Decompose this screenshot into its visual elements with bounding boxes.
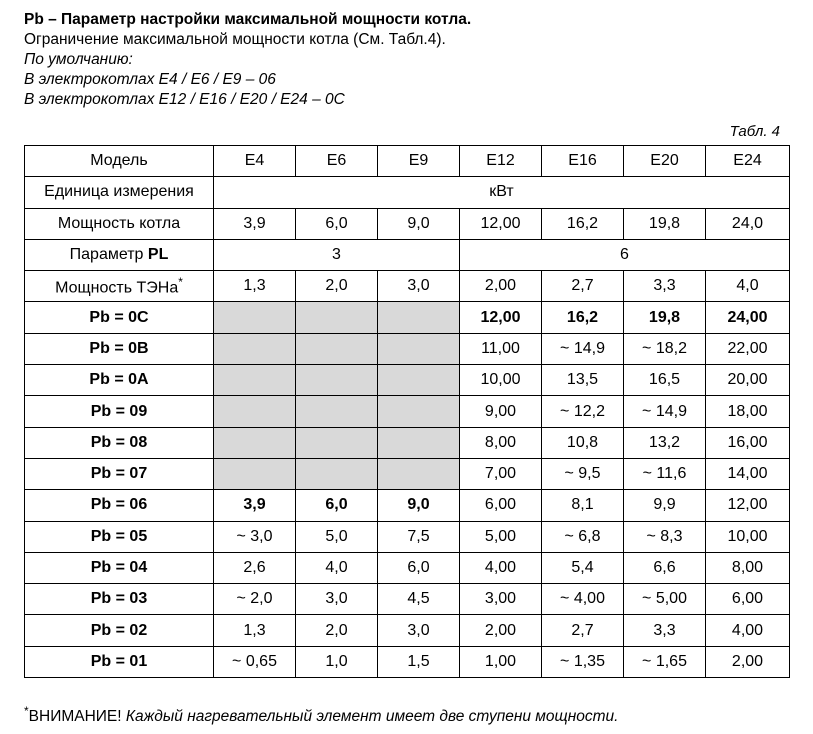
pb-value-cell: ~ 12,2 bbox=[542, 396, 624, 427]
pb-value-cell: 4,00 bbox=[706, 615, 790, 646]
unavailable-cell bbox=[378, 365, 460, 396]
pb-value-cell: 3,0 bbox=[378, 615, 460, 646]
footnote-warning: ВНИМАНИЕ! bbox=[28, 708, 126, 726]
pb-value-cell: ~ 11,6 bbox=[624, 458, 706, 489]
ten-cell: 1,3 bbox=[214, 271, 296, 302]
pb-value-cell: 9,0 bbox=[378, 490, 460, 521]
pb-value-cell: 22,00 bbox=[706, 333, 790, 364]
pb-value-cell: 3,00 bbox=[460, 584, 542, 615]
table-row-pl bbox=[25, 239, 790, 270]
pb-label: Pb = 0B bbox=[25, 333, 214, 364]
pb-value-cell: ~ 18,2 bbox=[624, 333, 706, 364]
ten-header-star: * bbox=[178, 275, 183, 290]
unavailable-cell bbox=[214, 458, 296, 489]
pb-value-cell: 8,1 bbox=[542, 490, 624, 521]
unavailable-cell bbox=[296, 302, 378, 333]
unit-header: Единица измерения bbox=[25, 177, 214, 208]
pb-value-cell: 1,5 bbox=[378, 646, 460, 677]
table-row-model bbox=[25, 146, 790, 177]
pb-label: Pb = 03 bbox=[25, 584, 214, 615]
pb-value-cell: 16,5 bbox=[624, 365, 706, 396]
pb-value-cell: 10,00 bbox=[706, 521, 790, 552]
pb-value-cell: 10,8 bbox=[542, 427, 624, 458]
pb-value-cell: 4,00 bbox=[460, 552, 542, 583]
pl-cell: 6 bbox=[460, 239, 790, 270]
unit-value: кВт bbox=[214, 177, 790, 208]
footnote-text: Каждый нагревательный элемент имеет две ступени мощности. bbox=[125, 708, 619, 726]
pb-label: Pb = 05 bbox=[25, 521, 214, 552]
default-label: По умолчанию: bbox=[24, 51, 133, 68]
model-cell: Е6 bbox=[296, 146, 378, 177]
pb-value-cell: 1,00 bbox=[460, 646, 542, 677]
ten-cell: 3,3 bbox=[624, 271, 706, 302]
power-header: Мощность котла bbox=[25, 208, 214, 239]
pl-header-name: PL bbox=[147, 246, 169, 264]
unavailable-cell bbox=[296, 365, 378, 396]
default-small-boilers: В электрокотлах Е4 / Е6 / Е9 – 06 bbox=[24, 71, 276, 88]
pb-value-cell: 2,7 bbox=[542, 615, 624, 646]
pb-value-cell: 8,00 bbox=[460, 427, 542, 458]
pb-value-cell: 9,00 bbox=[460, 396, 542, 427]
footnote-star: * bbox=[24, 704, 29, 718]
pb-value-cell: 14,00 bbox=[706, 458, 790, 489]
unavailable-cell bbox=[214, 333, 296, 364]
pl-header bbox=[25, 239, 214, 270]
pb-label: Pb = 0A bbox=[25, 365, 214, 396]
pl-cell: 3 bbox=[214, 239, 460, 270]
pb-value-cell: 6,0 bbox=[296, 490, 378, 521]
pb-value-cell: 4,5 bbox=[378, 584, 460, 615]
pb-value-cell: 16,2 bbox=[542, 302, 624, 333]
power-cell: 24,0 bbox=[706, 208, 790, 239]
pb-value-cell: 6,00 bbox=[460, 490, 542, 521]
parameter-subtitle: Ограничение максимальной мощности котла (См. Табл.4). bbox=[24, 31, 446, 48]
model-cell: Е4 bbox=[214, 146, 296, 177]
footnote bbox=[24, 704, 618, 726]
unavailable-cell bbox=[378, 427, 460, 458]
table-row bbox=[25, 365, 790, 396]
unavailable-cell bbox=[214, 396, 296, 427]
table-row-unit bbox=[25, 177, 790, 208]
table-caption: Табл. 4 bbox=[729, 123, 780, 140]
unavailable-cell bbox=[378, 333, 460, 364]
pb-value-cell: 2,00 bbox=[460, 615, 542, 646]
pb-value-cell: ~ 4,00 bbox=[542, 584, 624, 615]
pb-value-cell: 11,00 bbox=[460, 333, 542, 364]
pb-value-cell: ~ 3,0 bbox=[214, 521, 296, 552]
power-cell: 9,0 bbox=[378, 208, 460, 239]
pb-value-cell: ~ 0,65 bbox=[214, 646, 296, 677]
pb-value-cell: ~ 6,8 bbox=[542, 521, 624, 552]
pb-label: Pb = 04 bbox=[25, 552, 214, 583]
unavailable-cell bbox=[296, 458, 378, 489]
power-cell: 16,2 bbox=[542, 208, 624, 239]
unavailable-cell bbox=[296, 427, 378, 458]
table-row-ten bbox=[25, 271, 790, 302]
unavailable-cell bbox=[296, 333, 378, 364]
unavailable-cell bbox=[214, 365, 296, 396]
power-cell: 19,8 bbox=[624, 208, 706, 239]
table-row-power bbox=[25, 208, 790, 239]
pb-label: Pb = 09 bbox=[25, 396, 214, 427]
pb-value-cell: 13,2 bbox=[624, 427, 706, 458]
model-header: Модель bbox=[25, 146, 214, 177]
pb-value-cell: ~ 8,3 bbox=[624, 521, 706, 552]
model-cell: Е16 bbox=[542, 146, 624, 177]
table-row bbox=[25, 396, 790, 427]
pb-value-cell: 12,00 bbox=[706, 490, 790, 521]
pb-value-cell: ~ 2,0 bbox=[214, 584, 296, 615]
parameter-title: Pb – Параметр настройки максимальной мощности котла. bbox=[24, 11, 472, 28]
pb-value-cell: ~ 1,65 bbox=[624, 646, 706, 677]
ten-header bbox=[25, 271, 214, 302]
table-row bbox=[25, 521, 790, 552]
pb-value-cell: 6,6 bbox=[624, 552, 706, 583]
power-cell: 12,00 bbox=[460, 208, 542, 239]
unavailable-cell bbox=[214, 427, 296, 458]
pb-label: Pb = 08 bbox=[25, 427, 214, 458]
pb-label: Pb = 01 bbox=[25, 646, 214, 677]
pb-value-cell: 2,00 bbox=[706, 646, 790, 677]
ten-cell: 2,0 bbox=[296, 271, 378, 302]
pb-value-cell: ~ 9,5 bbox=[542, 458, 624, 489]
pb-value-cell: 1,3 bbox=[214, 615, 296, 646]
pb-value-cell: 6,0 bbox=[378, 552, 460, 583]
pb-value-cell: 8,00 bbox=[706, 552, 790, 583]
model-cell: Е20 bbox=[624, 146, 706, 177]
pb-value-cell: 3,3 bbox=[624, 615, 706, 646]
pb-value-cell: 6,00 bbox=[706, 584, 790, 615]
pb-label: Pb = 02 bbox=[25, 615, 214, 646]
table-row bbox=[25, 584, 790, 615]
unavailable-cell bbox=[296, 396, 378, 427]
unavailable-cell bbox=[378, 458, 460, 489]
default-large-boilers: В электрокотлах Е12 / Е16 / Е20 / Е24 – 0С bbox=[24, 91, 345, 108]
table-row bbox=[25, 552, 790, 583]
table-row bbox=[25, 615, 790, 646]
unavailable-cell bbox=[378, 396, 460, 427]
pb-value-cell: 4,0 bbox=[296, 552, 378, 583]
parameter-description bbox=[24, 10, 471, 110]
table-row bbox=[25, 333, 790, 364]
unavailable-cell bbox=[214, 302, 296, 333]
pb-value-cell: ~ 1,35 bbox=[542, 646, 624, 677]
ten-cell: 2,7 bbox=[542, 271, 624, 302]
pb-value-cell: 2,6 bbox=[214, 552, 296, 583]
pb-label: Pb = 0C bbox=[25, 302, 214, 333]
pb-value-cell: 5,0 bbox=[296, 521, 378, 552]
power-table bbox=[24, 145, 790, 678]
pb-value-cell: 7,5 bbox=[378, 521, 460, 552]
table-row bbox=[25, 458, 790, 489]
pb-value-cell: 3,9 bbox=[214, 490, 296, 521]
table-row bbox=[25, 646, 790, 677]
pl-header-prefix: Параметр bbox=[69, 246, 148, 264]
ten-cell: 2,00 bbox=[460, 271, 542, 302]
pb-value-cell: ~ 14,9 bbox=[624, 396, 706, 427]
pb-value-cell: 7,00 bbox=[460, 458, 542, 489]
model-cell: Е24 bbox=[706, 146, 790, 177]
pb-label: Pb = 06 bbox=[25, 490, 214, 521]
pb-value-cell: 24,00 bbox=[706, 302, 790, 333]
model-cell: Е12 bbox=[460, 146, 542, 177]
unavailable-cell bbox=[378, 302, 460, 333]
ten-cell: 4,0 bbox=[706, 271, 790, 302]
model-cell: Е9 bbox=[378, 146, 460, 177]
pb-value-cell: 18,00 bbox=[706, 396, 790, 427]
pb-value-cell: 19,8 bbox=[624, 302, 706, 333]
pb-value-cell: 3,0 bbox=[296, 584, 378, 615]
pb-value-cell: 13,5 bbox=[542, 365, 624, 396]
pb-value-cell: 10,00 bbox=[460, 365, 542, 396]
table-row bbox=[25, 302, 790, 333]
ten-header-label: Мощность ТЭНа bbox=[55, 279, 179, 297]
ten-cell: 3,0 bbox=[378, 271, 460, 302]
power-cell: 6,0 bbox=[296, 208, 378, 239]
table-row bbox=[25, 427, 790, 458]
pb-value-cell: 20,00 bbox=[706, 365, 790, 396]
power-cell: 3,9 bbox=[214, 208, 296, 239]
pb-value-cell: 16,00 bbox=[706, 427, 790, 458]
pb-value-cell: 9,9 bbox=[624, 490, 706, 521]
pb-value-cell: 2,0 bbox=[296, 615, 378, 646]
pb-label: Pb = 07 bbox=[25, 458, 214, 489]
pb-value-cell: ~ 14,9 bbox=[542, 333, 624, 364]
table-row bbox=[25, 490, 790, 521]
pb-value-cell: 1,0 bbox=[296, 646, 378, 677]
pb-value-cell: 5,4 bbox=[542, 552, 624, 583]
pb-value-cell: 5,00 bbox=[460, 521, 542, 552]
pb-value-cell: 12,00 bbox=[460, 302, 542, 333]
pb-value-cell: ~ 5,00 bbox=[624, 584, 706, 615]
